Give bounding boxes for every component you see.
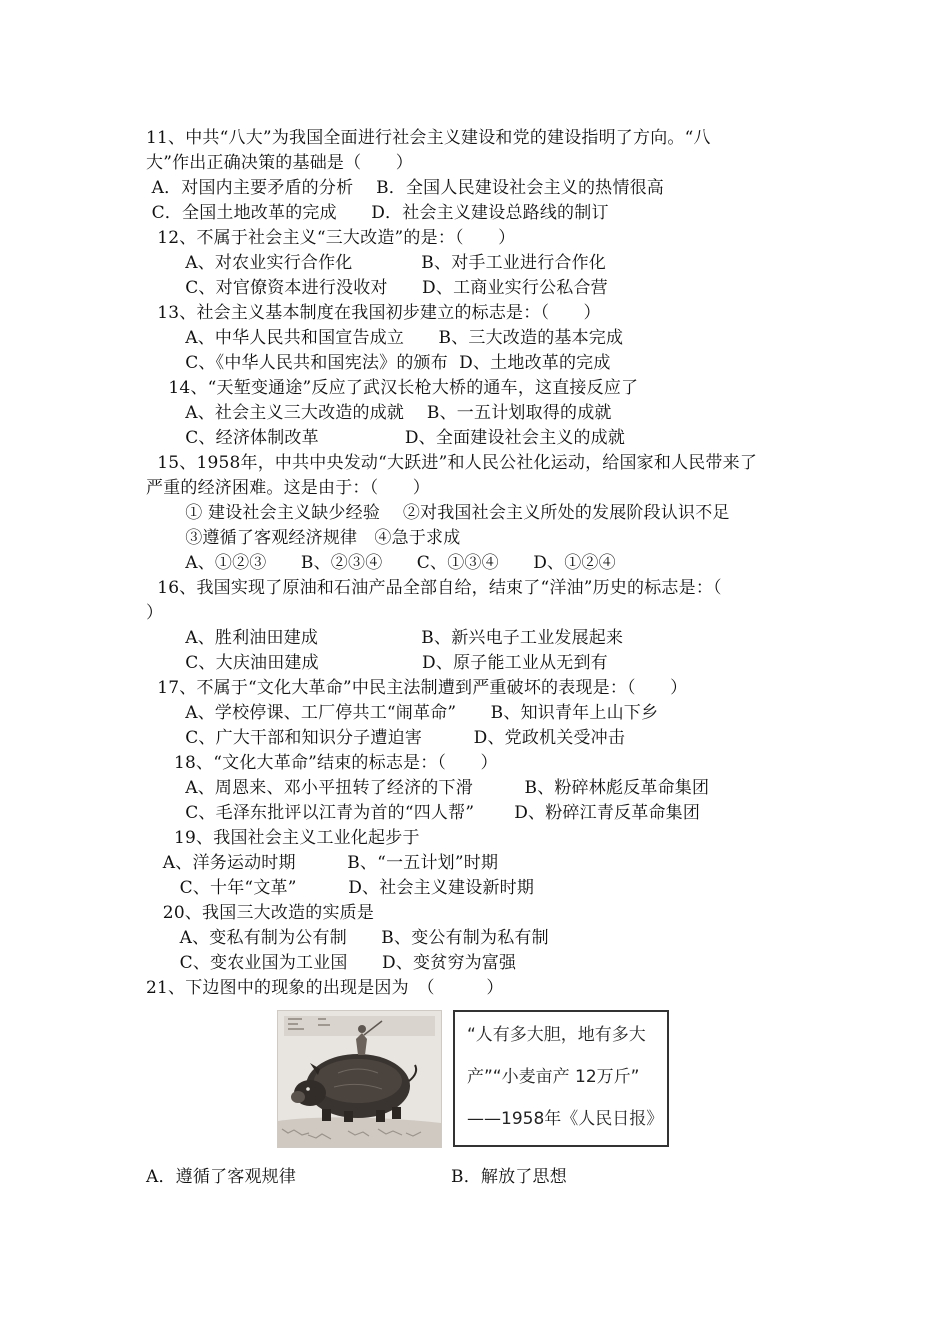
text-line: C、大庆油田建成 D、原子能工业从无到有: [146, 653, 608, 673]
text-line: 16、我国实现了原油和石油产品全部自给，结束了“洋油”历史的标志是：（: [146, 578, 722, 598]
text-line: 14、“天堑变通途”反应了武汉长枪大桥的通车，这直接反应了: [146, 378, 639, 398]
poster-pig-image: [277, 1010, 442, 1148]
option-b: B．解放了思想: [451, 1167, 567, 1187]
text-line: C、变农业国为工业国 D、变贫穷为富强: [146, 953, 517, 973]
text-line: C、广大干部和知识分子遭迫害 D、党政机关受冲击: [146, 728, 626, 748]
text-line: A、学校停课、工厂停共工“闹革命” B、知识青年上山下乡: [146, 703, 659, 723]
text-line: A、洋务运动时期 B、“一五计划”时期: [146, 853, 499, 873]
text-line: ① 建设社会主义缺少经验 ②对我国社会主义所处的发展阶段认识不足: [146, 503, 730, 523]
text-line: 严重的经济困难。这是由于：（ ）: [146, 478, 430, 498]
quote-line: ——1958年《人民日报》: [467, 1109, 664, 1129]
quote-box: [453, 1010, 669, 1147]
text-line: A、对农业实行合作化 B、对手工业进行合作化: [146, 253, 606, 273]
option-a: A．遵循了客观规律: [146, 1167, 297, 1187]
text-line: A、胜利油田建成 B、新兴电子工业发展起来: [146, 628, 624, 648]
text-line: A、中华人民共和国宣告成立 B、三大改造的基本完成: [146, 328, 624, 348]
text-line: C、毛泽东批评以江青为首的“四人帮” D、粉碎江青反革命集团: [146, 803, 701, 823]
text-line: A、社会主义三大改造的成就 B、一五计划取得的成就: [146, 403, 612, 423]
text-line: C、十年“文革” D、社会主义建设新时期: [146, 878, 535, 898]
text-line: 21、下边图中的现象的出现是因为 （ ）: [146, 978, 504, 998]
text-line: 11、中共“八大”为我国全面进行社会主义建设和党的建设指明了方向。“八: [146, 128, 711, 148]
text-line: 12、不属于社会主义“三大改造”的是：（ ）: [146, 228, 516, 248]
text-line: C、《中华人民共和国宪法》的颁布 D、土地改革的完成: [146, 353, 611, 373]
text-line: 17、不属于“文化大革命”中民主法制遭到严重破坏的表现是：（ ）: [146, 678, 688, 698]
text-line: 18、“文化大革命”结束的标志是：（ ）: [146, 753, 498, 773]
text-line: C、对官僚资本进行没收对 D、工商业实行公私合营: [146, 278, 608, 298]
text-line: ③遵循了客观经济规律 ④急于求成: [146, 528, 461, 548]
text-line: ）: [146, 603, 164, 623]
text-line: 13、社会主义基本制度在我国初步建立的标志是：（ ）: [146, 303, 601, 323]
text-line: A、变私有制为公有制 B、变公有制为私有制: [146, 928, 549, 948]
text-line: 20、我国三大改造的实质是: [146, 903, 375, 923]
text-line: A、周恩来、邓小平扭转了经济的下滑 B、粉碎林彪反革命集团: [146, 778, 710, 798]
text-line: C、经济体制改革 D、全面建设社会主义的成就: [146, 428, 626, 448]
text-line: A．对国内主要矛盾的分析 B．全国人民建设社会主义的热情很高: [146, 178, 664, 198]
text-line: 19、我国社会主义工业化起步于: [146, 828, 420, 848]
quote-line: “人有多大胆，地有多大: [467, 1025, 646, 1045]
text-line: A、①②③ B、②③④ C、①③④ D、①②④: [146, 553, 616, 573]
text-line: C．全国土地改革的完成 D．社会主义建设总路线的制订: [146, 203, 609, 223]
text-line: 大”作出正确决策的基础是（ ）: [146, 153, 413, 173]
text-line: 15、1958年，中共中央发动“大跃进”和人民公社化运动，给国家和人民带来了: [146, 453, 758, 473]
quote-line: 产”“小麦亩产 12万斤”: [467, 1067, 640, 1087]
